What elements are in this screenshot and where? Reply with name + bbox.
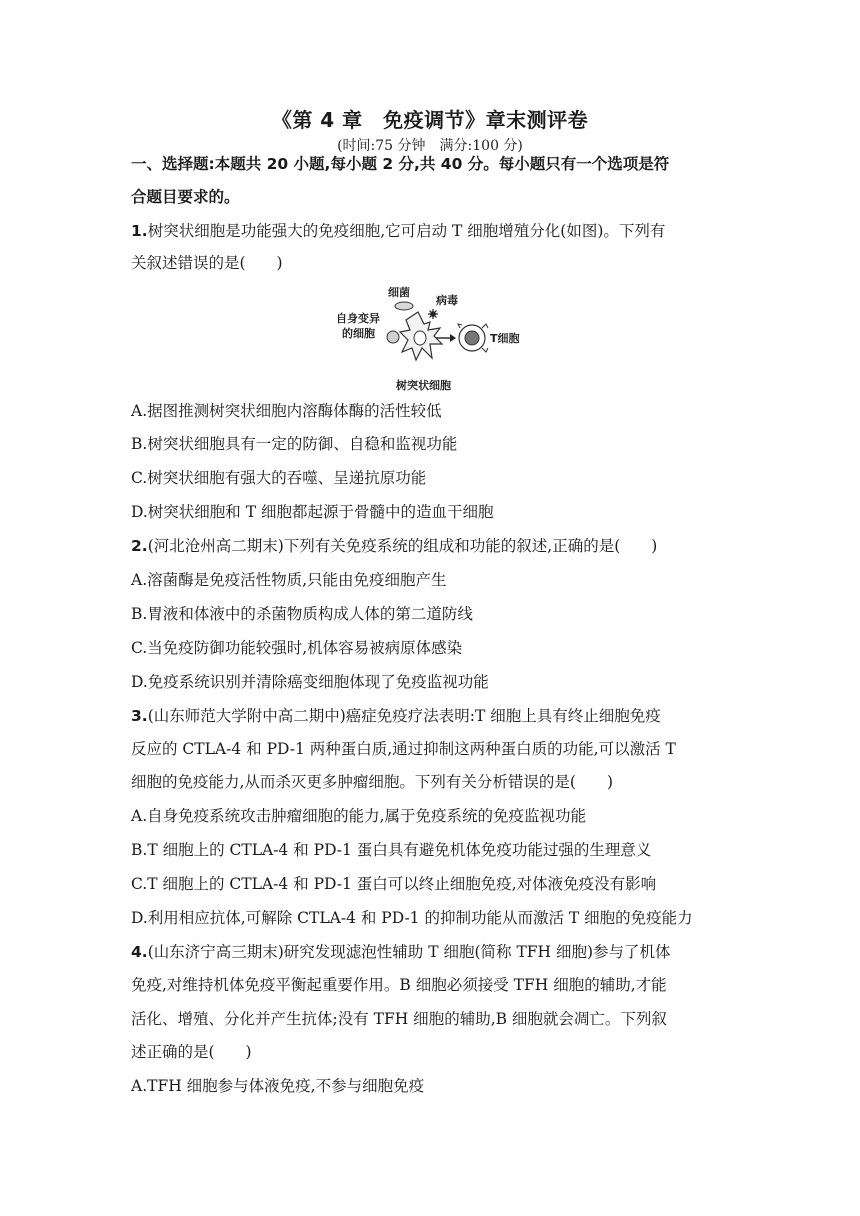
bacteria-shape [395, 302, 413, 310]
question-4-stem-line2: 免疫,对维持机体免疫平衡起重要作用。B 细胞必须接受 TFH 细胞的辅助,才能 [131, 976, 667, 994]
question-3-stem-line2: 反应的 CTLA-4 和 PD-1 两种蛋白质,通过抑制这两种蛋白质的功能,可以激活 T [131, 740, 676, 758]
question-4-option-a: A.TFH 细胞参与体液免疫,不参与细胞免疫 [131, 1077, 425, 1095]
mutated-cell-shape [387, 331, 399, 343]
arrow-head [450, 334, 456, 342]
question-3-number: 3. [131, 707, 148, 725]
dendritic-cell-figure [330, 282, 530, 394]
question-4-stem-line1: 4.(山东济宁高三期末)研究发现滤泡性辅助 T 细胞(简称 TFH 细胞)参与了机体 [131, 943, 671, 961]
section-heading-line2: 合题目要求的。 [131, 188, 240, 206]
page-subtitle: (时间:75 分钟 满分:100 分) [337, 138, 523, 154]
question-1-option-b: B.树突状细胞具有一定的防御、自稳和监视功能 [131, 435, 458, 453]
question-3-stem-line1: 3.(山东师范大学附中高二期中)癌症免疫疗法表明:T 细胞上具有终止细胞免疫 [131, 707, 661, 725]
question-3-stem-line3: 细胞的免疫能力,从而杀灭更多肿瘤细胞。下列有关分析错误的是( ) [131, 773, 614, 791]
question-1-number: 1. [131, 222, 148, 240]
question-2-number: 2. [131, 537, 148, 555]
question-1-option-d: D.树突状细胞和 T 细胞都起源于骨髓中的造血干细胞 [131, 503, 494, 521]
question-1-stem-line1: 1.树突状细胞是功能强大的免疫细胞,它可启动 T 细胞增殖分化(如图)。下列有 [131, 222, 666, 240]
virus-icon [428, 309, 438, 319]
question-4-stem-line3: 活化、增殖、分化并产生抗体;没有 TFH 细胞的辅助,B 细胞就会凋亡。下列叙 [131, 1010, 667, 1028]
section-heading-line1: 一、选择题:本题共 20 小题,每小题 2 分,共 40 分。每小题只有一个选项是符 [131, 155, 670, 173]
question-1-option-c: C.树突状细胞有强大的吞噬、呈递抗原功能 [131, 469, 427, 487]
figure-label-mutated-line2: 的细胞 [342, 327, 375, 340]
question-4-number: 4. [131, 943, 148, 961]
question-3-option-b: B.T 细胞上的 CTLA-4 和 PD-1 蛋白具有避免机体免疫功能过强的生理意义 [131, 841, 652, 859]
dendritic-cell-nucleus [414, 331, 426, 345]
question-3-option-c: C.T 细胞上的 CTLA-4 和 PD-1 蛋白可以终止细胞免疫,对体液免疫没有影响 [131, 875, 657, 893]
page-title: 《第 4 章 免疫调节》章末测评卷 [271, 108, 589, 132]
question-3-option-a: A.自身免疫系统攻击肿瘤细胞的能力,属于免疫系统的免疫监视功能 [131, 807, 587, 825]
figure-label-bacteria: 细菌 [388, 286, 410, 299]
figure-label-t-cell: T细胞 [490, 332, 520, 345]
question-2-option-d: D.免疫系统识别并清除癌变细胞体现了免疫监视功能 [131, 673, 489, 691]
question-2-option-b: B.胃液和体液中的杀菌物质构成人体的第二道防线 [131, 605, 473, 623]
figure-label-virus: 病毒 [436, 294, 458, 307]
question-2-option-a: A.溶菌酶是免疫活性物质,只能由免疫细胞产生 [131, 571, 447, 589]
question-1-option-a: A.据图推测树突状细胞内溶酶体酶的活性较低 [131, 402, 442, 420]
question-2-option-c: C.当免疫防御功能较强时,机体容易被病原体感染 [131, 639, 463, 657]
figure-label-mutated-line1: 自身变异 [336, 312, 380, 325]
question-1-stem-line2: 关叙述错误的是( ) [131, 254, 283, 272]
t-cell-nucleus [465, 331, 479, 345]
question-4-stem-line4: 述正确的是( ) [131, 1043, 252, 1061]
question-2-stem-line1: 2.(河北沧州高二期末)下列有关免疫系统的组成和功能的叙述,正确的是( ) [131, 537, 658, 555]
question-3-option-d: D.利用相应抗体,可解除 CTLA-4 和 PD-1 的抑制功能从而激活 T 细胞的免疫能力 [131, 909, 693, 927]
figure-caption-dendritic-cell: 树突状细胞 [396, 379, 451, 392]
